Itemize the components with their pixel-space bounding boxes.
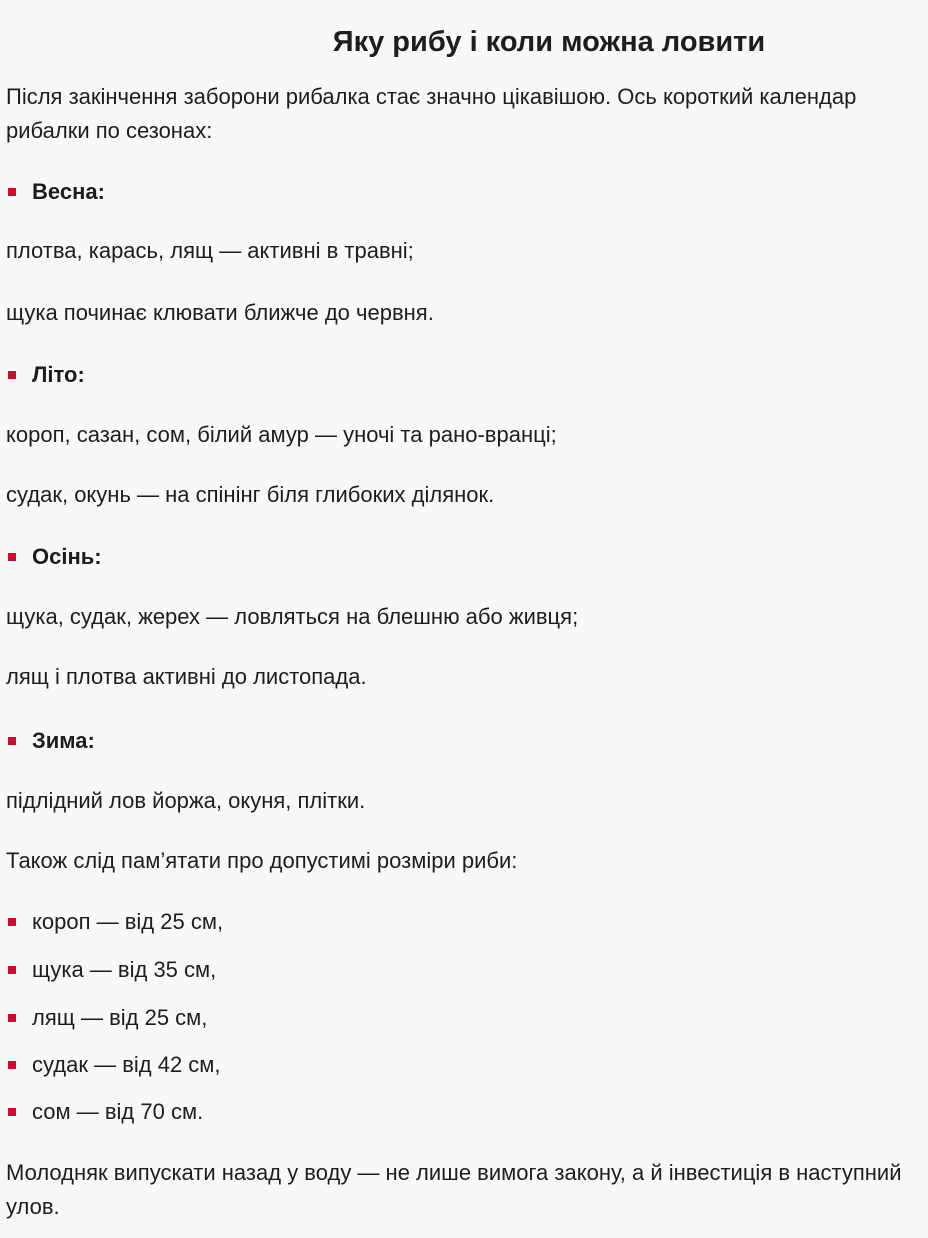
size-text: сом — від 70 см.	[32, 1099, 204, 1124]
season-line: лящ і плотва активні до листопада.	[6, 664, 367, 689]
bullet-marker	[8, 737, 16, 745]
size-list-item	[6, 953, 216, 987]
bullet-marker	[8, 966, 16, 974]
season-label: Весна:	[32, 179, 105, 204]
season-label: Зима:	[32, 728, 95, 753]
size-list-item	[6, 905, 223, 939]
season-line: щука починає клювати ближче до червня.	[6, 300, 434, 325]
article-title: Яку рибу і коли можна ловити	[332, 26, 766, 58]
intro-paragraph: Після закінчення заборони рибалка стає значно цікавішою. Ось короткий календар рибалки по сезонах:	[6, 84, 857, 143]
size-list-item	[6, 1048, 221, 1082]
sizes-intro: Також слід пам’ятати про допустимі розміри риби:	[6, 848, 518, 873]
season-line: плотва, карась, лящ — активні в травні;	[6, 238, 414, 263]
season-line: короп, сазан, сом, білий амур — уночі та рано-вранці;	[6, 422, 557, 447]
bullet-marker	[8, 918, 16, 926]
size-text: лящ — від 25 см,	[32, 1005, 208, 1030]
season-line: судак, окунь — на спінінг біля глибоких ділянок.	[6, 482, 495, 507]
bullet-marker	[8, 1108, 16, 1116]
size-list-item	[6, 1095, 203, 1129]
size-text: короп — від 25 см,	[32, 909, 224, 934]
size-list-item	[6, 1001, 207, 1035]
bullet-marker	[8, 1061, 16, 1069]
size-text: щука — від 35 см,	[32, 957, 217, 982]
bullet-marker	[8, 371, 16, 379]
season-autumn	[6, 540, 102, 574]
outro-paragraph: Молодняк випускати назад у воду — не лише вимога закону, а й інвестиція в наступний улов.	[6, 1160, 902, 1219]
season-spring	[6, 175, 105, 209]
season-label: Осінь:	[32, 544, 102, 569]
bullet-marker	[8, 553, 16, 561]
size-text: судак — від 42 см,	[32, 1052, 221, 1077]
bullet-marker	[8, 188, 16, 196]
bullet-marker	[8, 1014, 16, 1022]
season-summer	[6, 358, 85, 392]
season-line: щука, судак, жерех — ловляться на блешню або живця;	[6, 604, 579, 629]
season-winter	[6, 724, 95, 758]
season-label: Літо:	[32, 362, 85, 387]
season-line: підлідний лов йоржа, окуня, плітки.	[6, 788, 366, 813]
